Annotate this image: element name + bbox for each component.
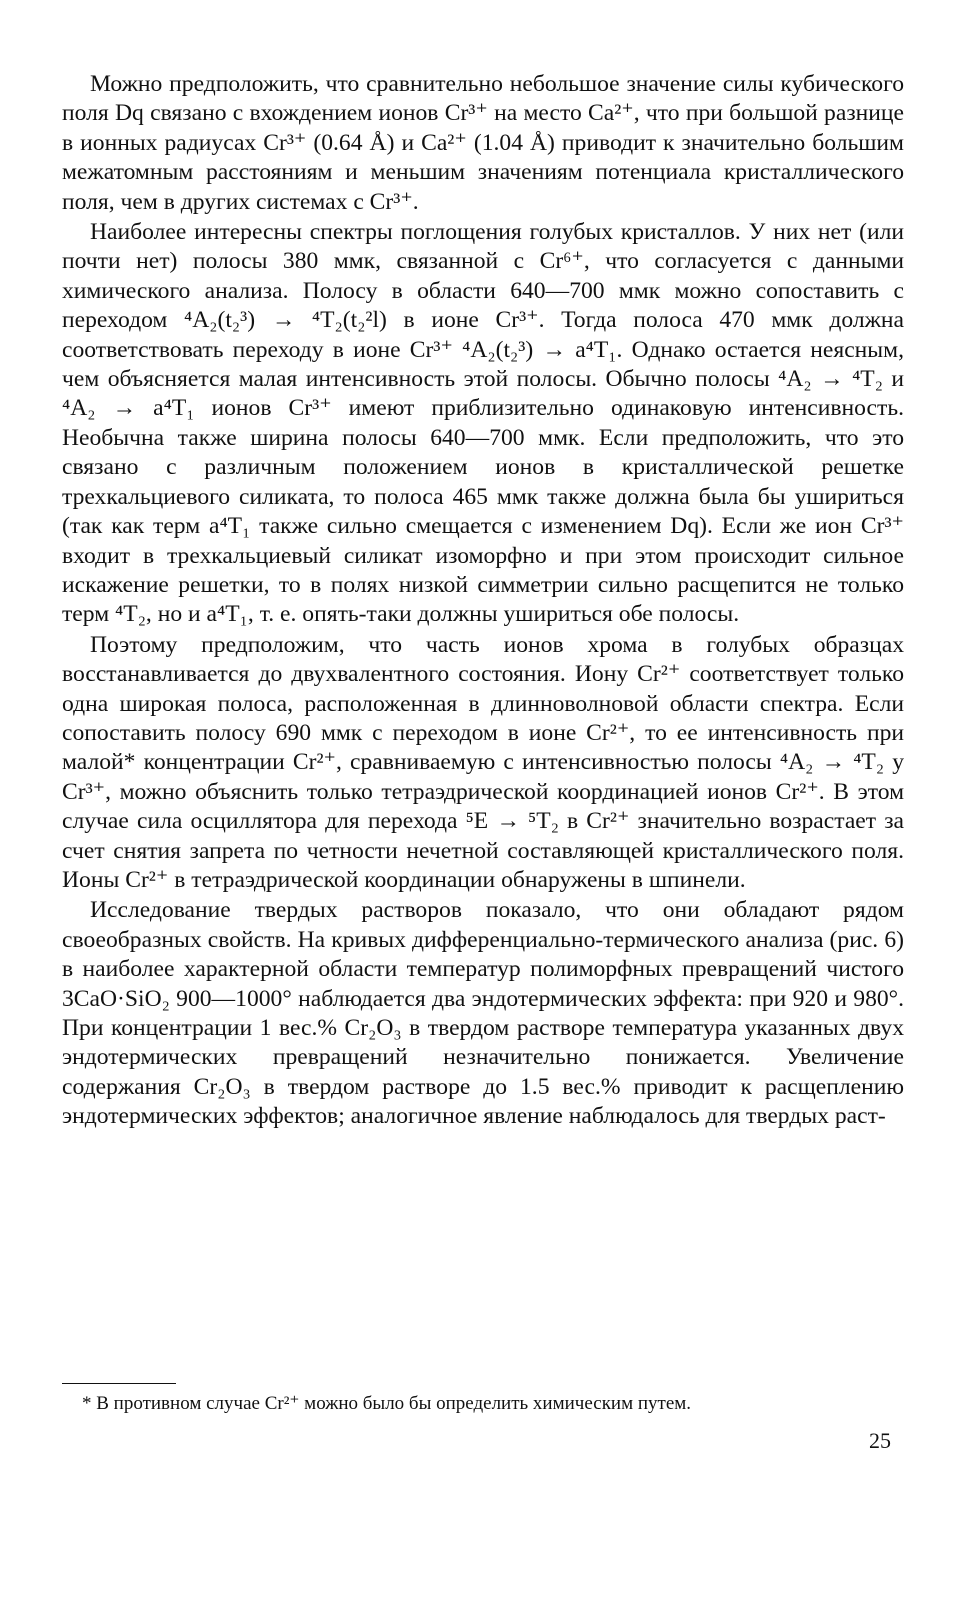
footnote: * В противном случае Cr²⁺ можно было бы определить химическим путем. <box>82 1393 692 1414</box>
paragraph-2: Наиболее интересны спектры поглощения голубых кристаллов. У них нет (или почти нет) полосы 380 ммк, связанной с Cr⁶⁺, что согласуется с данными химического анализа. Полосу в области 640—700 ммк можно сопоставить с переходом ⁴A₂(t₂³) → ⁴T₂(t₂²l) в ионе Cr³⁺. Тогда полоса 470 ммк должна соответствовать переходу в ионе Cr³⁺ ⁴A₂(t₂³) → a⁴T₁. Однако остается неясным, чем объясняется малая интенсивность этой полосы. Обычно полосы ⁴A₂ → ⁴T₂ и ⁴A₂ → a⁴T₁ ионов Cr³⁺ имеют приблизительно одинаковую интенсивность. Необычна также ширина полосы 640—700 ммк. Если предположить, что это связано с различным положением ионов в кристаллической решетке трехкальциевого силиката, то полоса 465 ммк также должна была бы ушириться (так как терм a⁴T₁ также сильно смещается с изменением Dq). Если же ион Cr³⁺ входит в трехкальциевый силикат изоморфно и при этом происходит сильное искажение решетки, то в полях низкой симметрии сильно расщепится не только терм ⁴T₂, но и a⁴T₁, т. е. опять-таки должны ушириться обе полосы. <box>62 219 904 628</box>
paragraph-3: Поэтому предположим, что часть ионов хрома в голубых образцах восстанавливается до двухвалентного состояния. Иону Cr²⁺ соответствует только одна широкая полоса, расположенная в длинноволновой области спектра. Если сопоставить полосу 690 ммк с переходом в ионе Cr²⁺, то ее интенсивность при малой* концентрации Cr²⁺, сравниваемую с интенсивностью полосы ⁴A₂ → ⁴T₂ у Cr³⁺, можно объяснить только тетраэдрической координацией ионов Cr²⁺. В этом случае сила осциллятора для перехода ⁵E → ⁵T₂ в Cr²⁺ значительно возрастает за счет снятия запрета по четности нечетной составляющей кристаллического поля. Ионы Cr²⁺ в тетраэдрической координации обнаружены в шпинели. <box>62 631 904 893</box>
paragraph-1: Можно предположить, что сравнительно небольшое значение силы кубического поля Dq связано с вхождением ионов Cr³⁺ на место Ca²⁺, что при большой разнице в ионных радиусах Cr³⁺ (0.64 Å) и Ca²⁺ (1.04 Å) приводит к значительно большим межатомным расстояниям и меньшим значениям потенциала кристаллического поля, чем в других системах с Cr³⁺. <box>62 71 904 215</box>
paragraph-4: Исследование твердых растворов показало, что они обладают рядом своеобразных свойств. На кривых дифференциально-термического анализа (рис. 6) в наиболее характерной области температур полиморфных превращений чистого 3CaO·SiO₂ 900—1000° наблюдается два эндотермических эффекта: при 920 и 980°. При концентрации 1 вес.% Cr₂O₃ в твердом растворе температура указанных двух эндотермических превращений незначительно понижается. Увеличение содержания Cr₂O₃ в твердом растворе до 1.5 вес.% приводит к расщеплению эндотермических эффектов; аналогичное явление наблюдалось для твердых раст- <box>62 897 904 1130</box>
page-number: 25 <box>869 1428 891 1453</box>
page-body <box>62 70 904 1132</box>
footnote-divider <box>62 1383 176 1384</box>
